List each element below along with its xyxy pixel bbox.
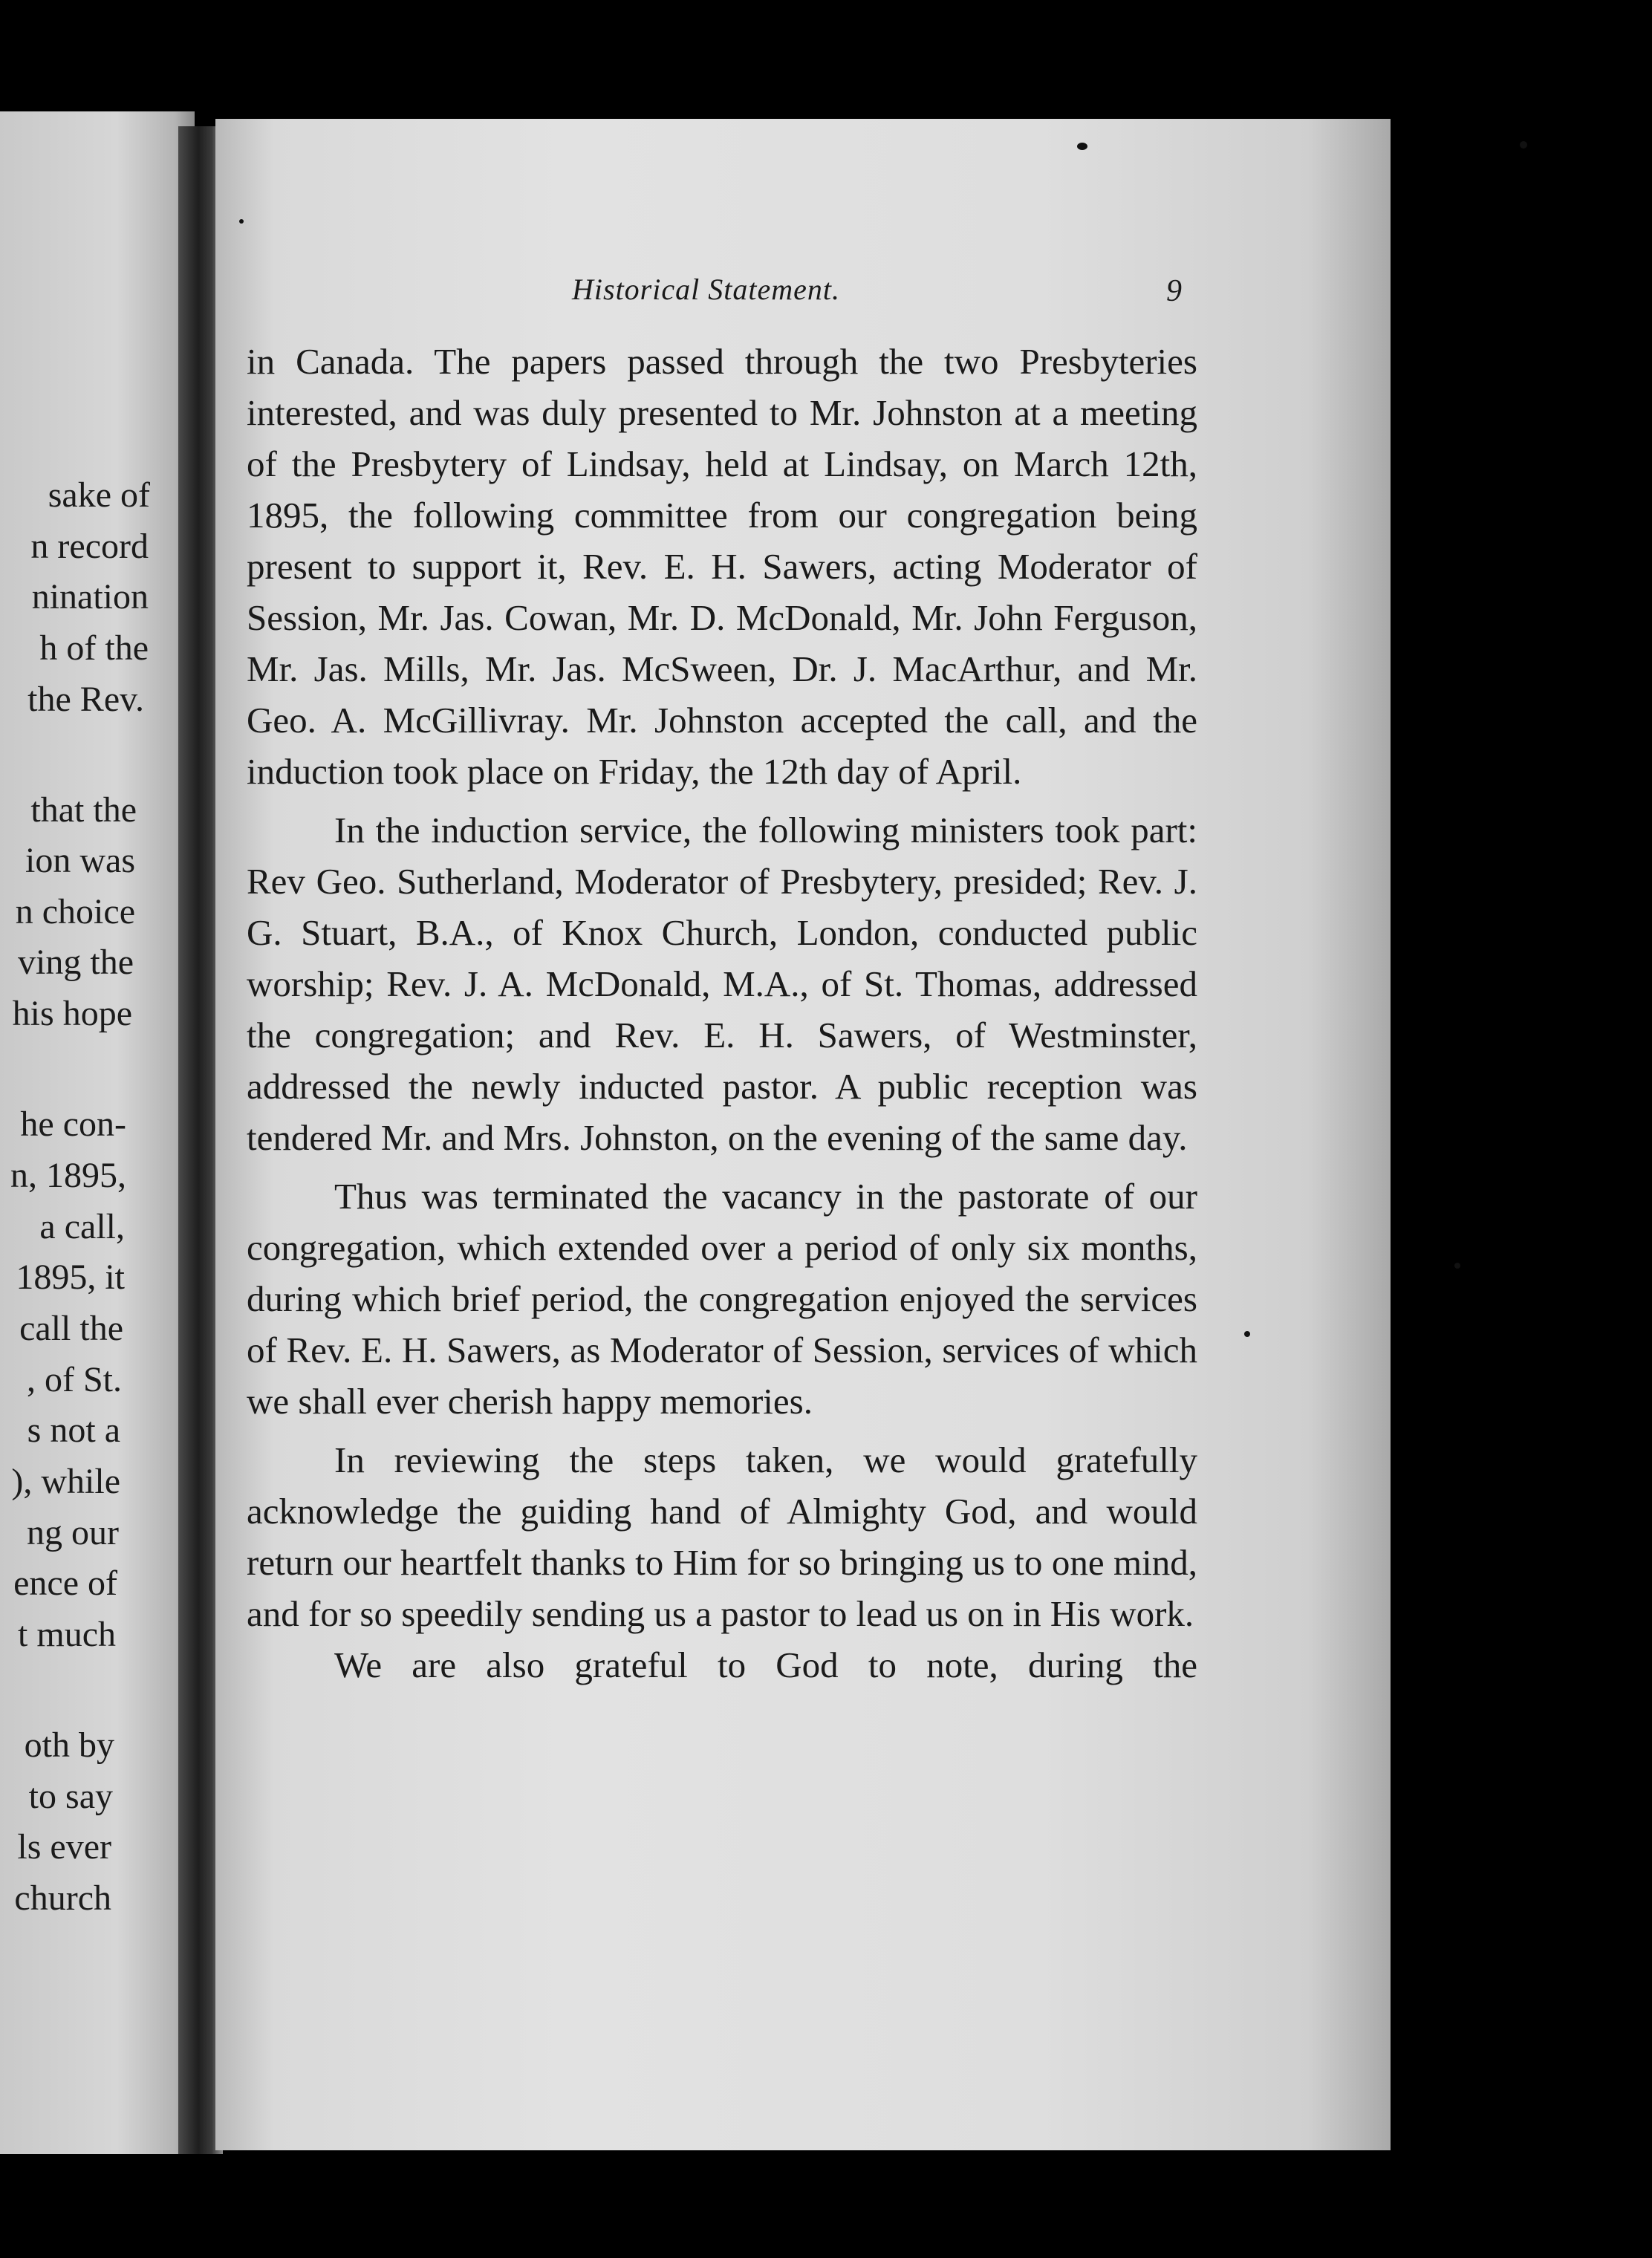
dust-speck	[1520, 141, 1527, 149]
left-line: ls ever	[17, 1827, 111, 1867]
left-line: ving the	[18, 943, 134, 982]
dust-speck	[1454, 1263, 1460, 1269]
left-line: h of the	[39, 628, 149, 668]
left-line: n record	[30, 527, 149, 566]
book-page	[215, 119, 1391, 2150]
paragraph-gap	[247, 1427, 1197, 1434]
left-line: n, 1895,	[10, 1156, 126, 1195]
paragraph-gap	[247, 1163, 1197, 1171]
left-line: his hope	[12, 994, 132, 1033]
previous-page-fragment	[0, 111, 195, 2154]
left-line: a call,	[39, 1207, 125, 1246]
left-line: ng our	[27, 1513, 119, 1552]
left-line: sake of	[48, 475, 150, 515]
running-head: Historical Statement.	[572, 273, 840, 306]
dust-speck	[239, 219, 244, 224]
left-line: n choice	[15, 892, 135, 931]
left-line: ence of	[13, 1564, 117, 1603]
left-line: ion was	[25, 841, 135, 880]
paragraph: We are also grateful to God to note, during the	[334, 1644, 1197, 1685]
left-line: nination	[31, 577, 149, 616]
left-line: ), while	[11, 1462, 120, 1501]
left-line: 1895, it	[16, 1257, 125, 1297]
left-line: he con-	[20, 1104, 126, 1144]
left-line: that the	[30, 790, 137, 830]
dust-speck	[1244, 1331, 1250, 1337]
paragraph: Thus was terminated the vacancy in the pastorate of our congregation, which extended over a period of only six months, during which brief period, the congregation enjoyed the services of Rev. E. H. Sawers, as Moderator of Session, services of which we shall ever cherish happy memories.	[247, 1176, 1197, 1422]
left-line: the Rev.	[27, 680, 144, 719]
left-line: , of St.	[26, 1360, 122, 1399]
dust-speck	[1077, 143, 1087, 150]
left-line: to say	[28, 1777, 113, 1816]
left-line: church	[14, 1878, 111, 1918]
left-line: call the	[19, 1309, 123, 1348]
left-line: oth by	[24, 1725, 114, 1765]
left-line: t much	[18, 1615, 116, 1654]
left-line: s not a	[27, 1411, 120, 1450]
paragraph: in Canada. The papers passed through the two Presbyteries interested, and was duly presented to Mr. Johnston at a meeting of the Presbytery of Lindsay, held at Lindsay, on March 12th, 1895, the following committee from our congregation being present to support it, Rev. E. H. Sawers, acting Moderator of Session, Mr. Jas. Cowan, Mr. D. McDonald, Mr. John Ferguson, Mr. Jas. Mills, Mr. Jas. McSween, Dr. J. MacArthur, and Mr. Geo. A. McGillivray. Mr. Johnston accepted the call, and the induction took place on Friday, the 12th day of April.	[247, 341, 1197, 792]
paragraph: In reviewing the steps taken, we would gratefully acknowledge the guiding hand of Almighty God, and would return our heartfelt thanks to Him for so bringing us to one mind, and for so speedily sending us a pastor to lead us on in His work.	[247, 1439, 1197, 1634]
body-text	[247, 336, 1197, 1691]
page-number: 9	[1166, 274, 1182, 308]
paragraph: In the induction service, the following ministers took part: Rev Geo. Sutherland, Moderator of Presbytery, presided; Rev. J. G. Stuart, B.A., of Knox Church, London, conducted public worship; Rev. J. A. McDonald, M.A., of St. Thomas, addressed the congregation; and Rev. E. H. Sawers, of Westminster, addressed the newly inducted pastor. A public reception was tendered Mr. and Mrs. Johnston, on the evening of the same day.	[247, 810, 1197, 1158]
paragraph-gap	[247, 797, 1197, 804]
